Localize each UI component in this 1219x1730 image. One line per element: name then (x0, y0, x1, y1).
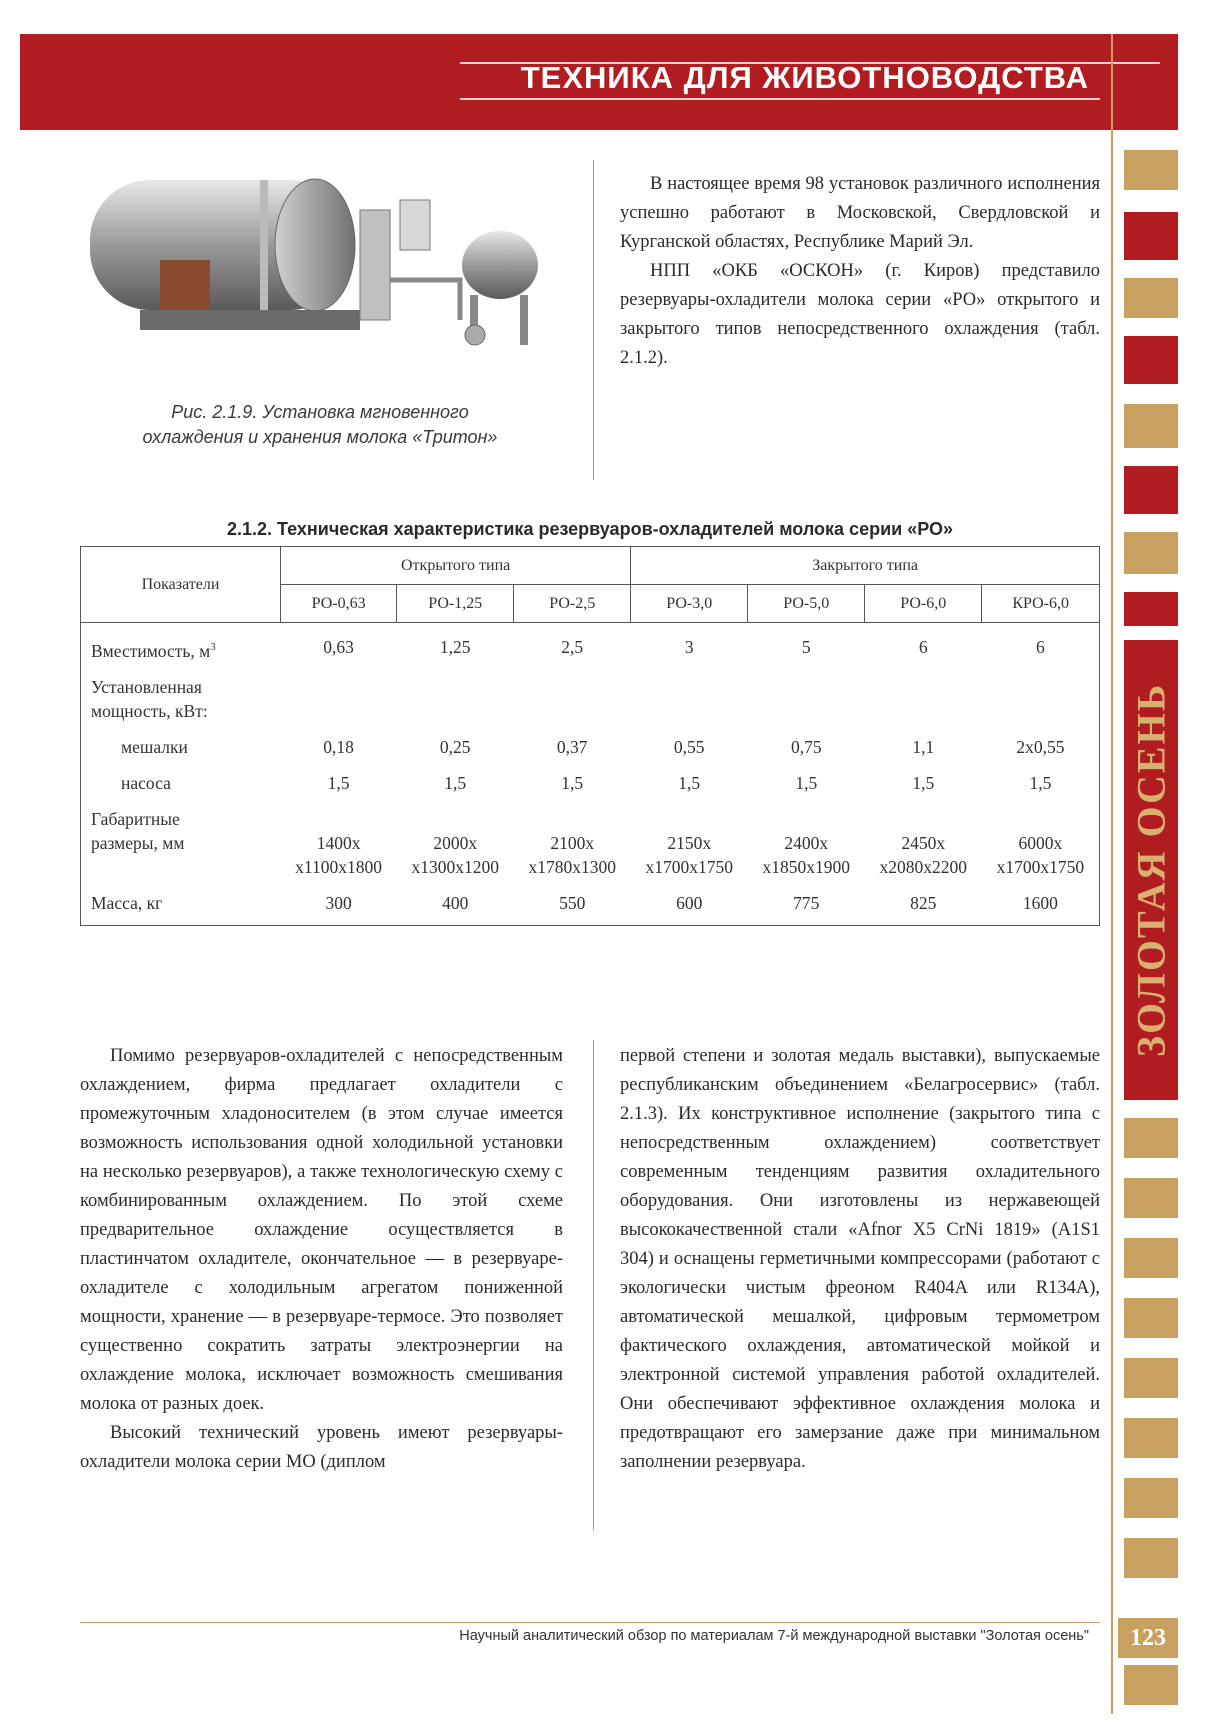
body-left-column: Помимо резервуаров-охладителей с непосредственным охлаждением, фирма предлагает охладители с промежуточным хладоносителем (в этом случае имеется возможность использования одной холодильной установки на несколько резервуаров), а также технологическую схему с комбинированным охлаждением. По этой схеме предварительное охлаждение осуществляется в пластинчатом охладителе, окончательное — в резервуаре-охладителе с холодильным агрегатом пониженной мощности, хранение — в резервуаре-термосе. Это позволяет существенно сократить затраты электроэнергии на охлаждение молока, исключает возможность смешивания молока от разных доек. Высокий технический уровень имеют резервуары-охладители молока серии МО (диплом (80, 1046, 563, 1472)
model-header: РО-5,0 (748, 585, 865, 623)
header-open-type: Открытого типа (281, 547, 631, 585)
model-header: РО-1,25 (397, 585, 514, 623)
header-decor-line (460, 98, 1100, 100)
sidebar-stripe (1124, 1178, 1178, 1218)
table-cell: 1,5 (678, 772, 701, 793)
table-cell: 1,5 (327, 772, 350, 793)
table-cell: 0,37 (556, 736, 588, 757)
table-row (81, 729, 1100, 765)
sidebar-divider (1111, 34, 1113, 1714)
model-header: РО-6,0 (865, 585, 982, 623)
sidebar-stripe (1124, 212, 1178, 260)
tank-end (275, 179, 355, 311)
sidebar-stripe (1124, 1298, 1178, 1338)
table-cell: 2x0,55 (1016, 736, 1065, 757)
table-cell: 2100x x1780x1300 (528, 832, 616, 877)
sidebar-stripe (1124, 466, 1178, 514)
sidebar-stripe (1124, 532, 1178, 574)
sidebar-stripe (1124, 592, 1178, 626)
sidebar-stripe (1124, 1418, 1178, 1458)
table-cell: 300 (325, 892, 352, 913)
table-cell: 825 (910, 892, 937, 913)
table-cell: 1,5 (1029, 772, 1052, 793)
row-label: насоса (121, 772, 171, 793)
footer-line (80, 1622, 1100, 1623)
table-cell: 6 (918, 637, 928, 657)
table-cell: 2,5 (561, 637, 584, 657)
pipe-unit (360, 210, 390, 320)
table-cell: 5 (801, 637, 811, 657)
page-number: 123 (1118, 1618, 1178, 1658)
model-header: РО-2,5 (514, 585, 631, 623)
table-cell: 775 (793, 892, 820, 913)
row-label: Вместимость, $м^3$ (91, 640, 216, 661)
sidebar-stripe (1124, 404, 1178, 448)
figure-caption: Рис. 2.1.9. Установка мгновенного охлаждения и хранения молока «Тритон» (142, 402, 498, 447)
table-cell: 0,18 (323, 736, 354, 757)
milk-vessel (462, 231, 538, 299)
table-cell: 2400x x1850x1900 (762, 832, 850, 877)
column-divider (593, 160, 594, 480)
sidebar-stripe (1124, 336, 1178, 384)
model-header: КРО-6,0 (982, 585, 1100, 623)
model-header: РО-0,63 (281, 585, 397, 623)
sidebar-stripe (1124, 1238, 1178, 1278)
sidebar-stripe (1124, 1538, 1178, 1578)
table-cell: 400 (442, 892, 469, 913)
table-row (81, 765, 1100, 801)
table-cell: 1600 (1022, 892, 1058, 913)
sidebar-stripe (1124, 278, 1178, 318)
table-row (81, 669, 1100, 729)
column-divider (593, 1040, 594, 1530)
table-cell: 1,5 (444, 772, 467, 793)
table-cell: 0,25 (439, 736, 471, 757)
row-label: мешалки (121, 736, 188, 757)
table-cell: 1,25 (439, 637, 471, 657)
table-cell: 6000x x1700x1750 (996, 832, 1085, 877)
tank-base (140, 310, 360, 330)
row-label: Габаритные размеры, мм (91, 808, 185, 853)
table-cell: 2000x x1300x1200 (411, 832, 499, 877)
section-title: ТЕХНИКА ДЛЯ ЖИВОТНОВОДСТВА (520, 60, 1089, 95)
table-title: 2.1.2. Техническая характеристика резервуаров-охладителей молока серии «РО» (227, 519, 953, 539)
table-row (81, 885, 1100, 926)
table-cell: 1,5 (561, 772, 584, 793)
table-cell: 2450x x2080x2200 (879, 832, 968, 877)
header-closed-type: Закрытого типа (631, 547, 1100, 585)
sidebar-stripe (1124, 150, 1178, 190)
table-row (81, 801, 1100, 885)
sidebar-stripe (1124, 1665, 1178, 1705)
table-cell: 0,55 (673, 736, 705, 757)
table-cell: 6 (1036, 637, 1045, 657)
sidebar-title: ЗОЛОТАЯ ОСЕНЬ (1128, 682, 1174, 1058)
table-cell: 1,5 (795, 772, 818, 793)
table-cell: 1400x x1100x1800 (295, 832, 383, 877)
model-header: РО-3,0 (631, 585, 748, 623)
intro-text: В настоящее время 98 установок различного исполнения успешно работают в Московской, Свердловской и Курганской областях, Республике Марий Эл. НПП «ОКБ «ОСКОН» (г. Киров) представило резервуары-охладители молока серии «РО» открытого и закрытого типов непосредственного охлаждения (табл. 2.1.2). (620, 174, 1100, 368)
table-row (81, 623, 1100, 669)
milk-cooling-unit-photo (80, 160, 560, 375)
sidebar-stripe (1124, 1118, 1178, 1158)
footer-text: Научный аналитический обзор по материалам 7-й международной выставки "Золотая осень" (459, 1628, 1089, 1644)
spec-table (80, 546, 1100, 926)
table-cell: 0,75 (790, 736, 822, 757)
table-cell: 0,63 (323, 637, 354, 657)
sidebar-stripe (1124, 1478, 1178, 1518)
table-cell: 2150x x1700x1750 (645, 832, 733, 877)
table-cell: 1,1 (912, 736, 935, 757)
table-cell: 1,5 (912, 772, 935, 793)
table-cell: 3 (684, 637, 694, 657)
row-label: Масса, кг (91, 892, 163, 913)
table-cell: 600 (676, 892, 703, 913)
sidebar-stripe (1124, 1358, 1178, 1398)
row-label: Установленная мощность, кВт: (91, 676, 208, 721)
body-right-column: первой степени и золотая медаль выставки), выпускаемые республиканским объединением «Белагросервис» (табл. 2.1.3). Их конструктивное исполнение (закрытого типа с непосредственным охлаждением) соответствует современным тенденциям развития охладительного оборудования. Они изготовлены из нержавеющей высококачественной стали «Afnor X5 CrNi 1819» (A1S1 304) и оснащены герметичными компрессорами (работают с экологически чистым фреоном R404A или R134A), автоматической мешалкой, цифровым термометром фактического охлаждения, автоматической мойкой и электронной системой управления работой охладителей. Они обеспечивают эффективное охлаждения молока и предотвращают его замерзание даже при минимальном заполнении резервуара. (620, 1046, 1100, 1472)
table-cell: 550 (559, 892, 586, 913)
header-indicators: Показатели (81, 547, 281, 623)
